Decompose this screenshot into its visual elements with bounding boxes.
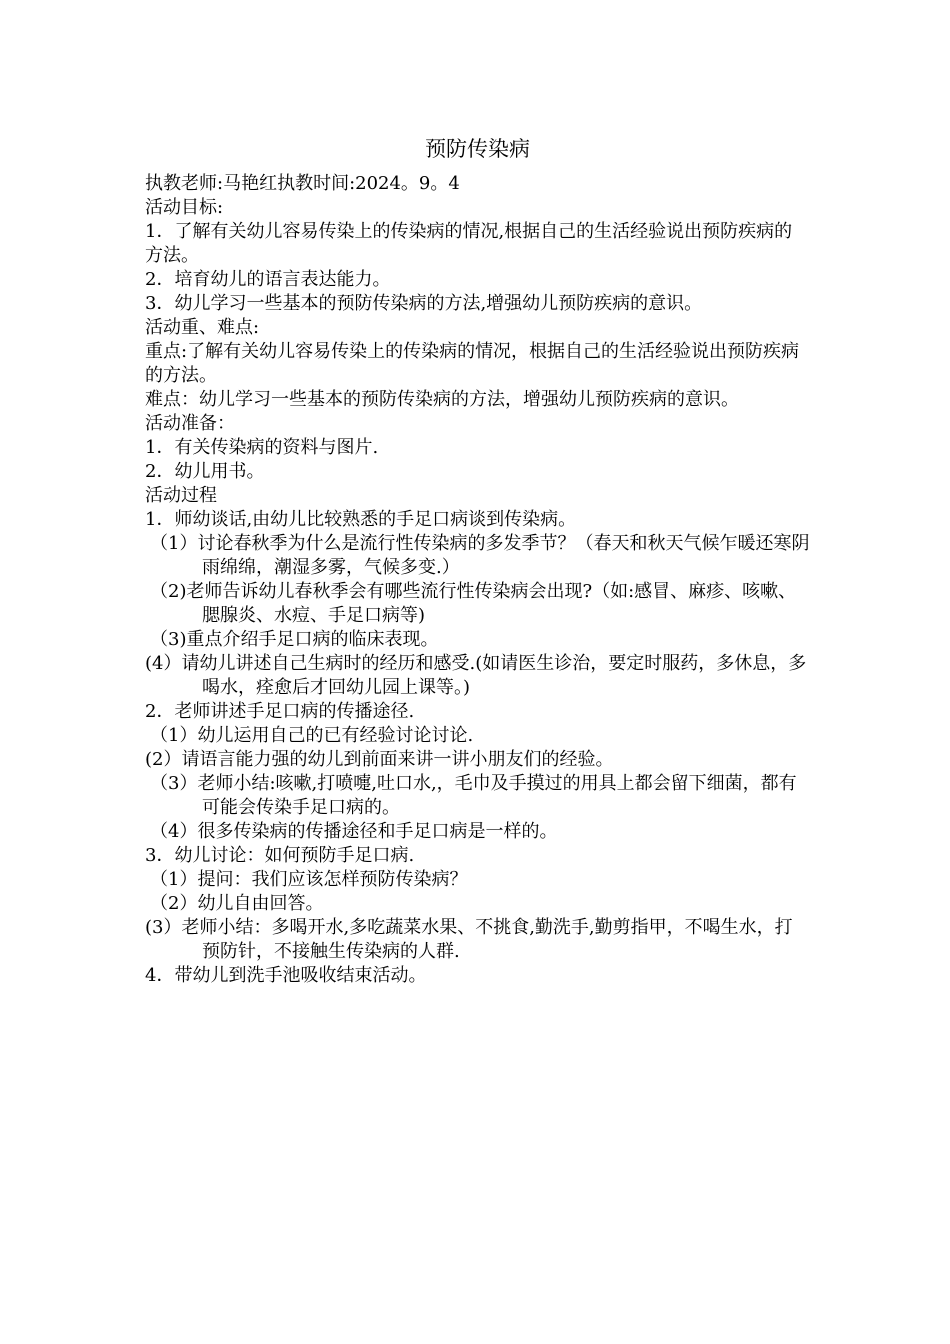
section-heading-key-points: 活动重、难点:	[145, 317, 260, 338]
process-step-1-sub-4: (4）请幼儿讲述自己生病时的经历和感受.(如请医生诊治，要定时服药，多休息，多喝水，痊愈后才回幼儿园上课等。)	[145, 653, 807, 698]
document-title: 预防传染病	[425, 137, 530, 161]
process-step-2-sub-3: （3）老师小结:咳嗽,打喷嚏,吐口水,，毛巾及手摸过的用具上都会留下细菌，都有可能会传染手足口病的。	[150, 773, 797, 818]
process-step-2-sub-2: (2）请语言能力强的幼儿到前面来讲一讲小朋友们的经验。	[145, 749, 614, 770]
goal-item-2: 2．培育幼儿的语言表达能力。	[145, 269, 391, 290]
process-step-1-sub-2: （2)老师告诉幼儿春秋季会有哪些流行性传染病会出现?（如:感冒、麻疹、咳嗽、腮腺炎、水痘、手足口病等)	[150, 581, 797, 626]
section-heading-process: 活动过程	[145, 485, 217, 506]
process-step-2-sub-1: （1）幼儿运用自己的已有经验讨论讨论.	[150, 725, 474, 746]
preparation-item-2: 2．幼儿用书。	[145, 461, 265, 482]
goal-item-1: 1．了解有关幼儿容易传染上的传染病的情况,根据自己的生活经验说出预防疾病的方法。	[145, 221, 793, 266]
process-step-3: 3．幼儿讨论：如何预防手足口病.	[145, 845, 415, 866]
process-step-1-sub-1: （1）讨论春秋季为什么是流行性传染病的多发季节？（春天和秋天气候乍暖还寒阴雨绵绵，潮湿多雾，气候多变.）	[150, 533, 810, 578]
process-step-4: 4．带幼儿到洗手池吸收结束活动。	[145, 965, 427, 986]
section-heading-goals: 活动目标:	[145, 197, 224, 218]
process-step-3-sub-3: (3）老师小结：多喝开水,多吃蔬菜水果、不挑食,勤洗手,勤剪指甲，不喝生水，打预防针，不接触生传染病的人群.	[145, 917, 793, 962]
section-heading-preparation: 活动准备：	[145, 413, 235, 434]
difficult-point-paragraph: 难点：幼儿学习一些基本的预防传染病的方法，增强幼儿预防疾病的意识。	[145, 389, 739, 410]
preparation-item-1: 1．有关传染病的资料与图片.	[145, 437, 379, 458]
key-point-paragraph: 重点:了解有关幼儿容易传染上的传染病的情况，根据自己的生活经验说出预防疾病的方法。	[145, 341, 800, 386]
document-page	[145, 134, 810, 988]
teacher-info-line: 执教老师:马艳红执教时间:2024。9。4	[145, 173, 460, 194]
goal-item-3: 3．幼儿学习一些基本的预防传染病的方法,增强幼儿预防疾病的意识。	[145, 293, 703, 314]
process-step-1: 1．师幼谈话,由幼儿比较熟悉的手足口病谈到传染病。	[145, 509, 577, 530]
process-step-2: 2．老师讲述手足口病的传播途径.	[145, 701, 415, 722]
process-step-1-sub-3: （3)重点介绍手足口病的临床表现。	[150, 629, 439, 650]
process-step-3-sub-2: （2）幼儿自由回答。	[150, 893, 324, 914]
process-step-3-sub-1: （1）提问：我们应该怎样预防传染病？	[150, 869, 468, 890]
process-step-2-sub-4: （4）很多传染病的传播途径和手足口病是一样的。	[150, 821, 558, 842]
